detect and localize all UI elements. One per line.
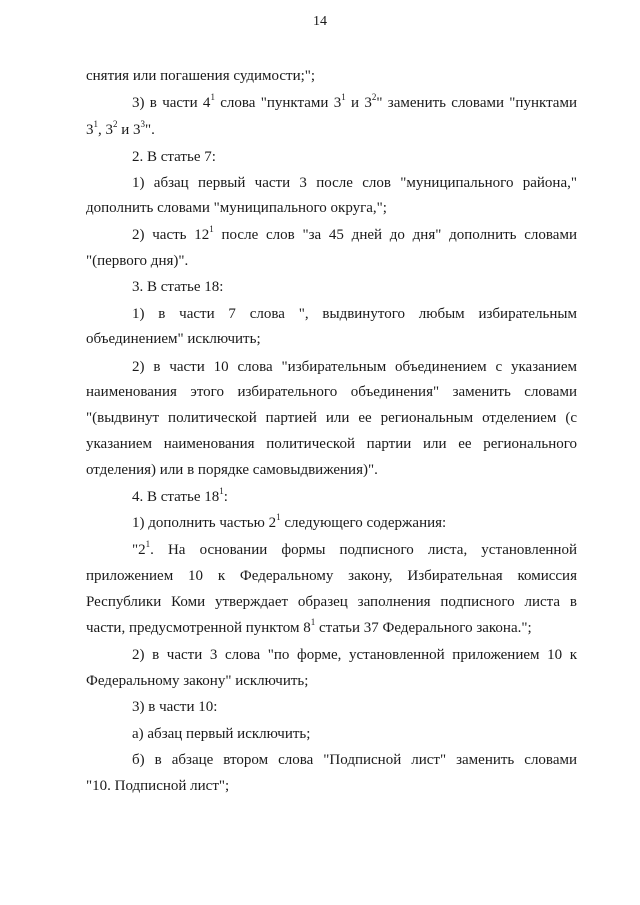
text-line: снятия или погашения судимости;";: [86, 68, 316, 84]
text-line: Федеральному закону" исключить;: [86, 673, 309, 689]
section-heading: 2. В статье 7:: [132, 149, 216, 165]
text-line: "(выдвинут политической партией или ее региональным отделением (с: [86, 410, 577, 426]
superscript: 1: [276, 512, 281, 522]
superscript: 1: [210, 92, 215, 102]
text-line: наименования этого избирательного объединения" заменить словами: [86, 384, 577, 400]
text-line: "10. Подписной лист";: [86, 778, 230, 794]
text-line: дополнить словами "муниципального округа,";: [86, 200, 387, 216]
text-line: б) в абзаце втором слова "Подписной лист" заменить словами: [132, 752, 577, 768]
text-line: 2) часть $12^1$ после слов "за 45 дней до дня" дополнить словами: [132, 224, 577, 243]
text-line: "$2^1$. На основании формы подписного листа, установленной: [132, 539, 577, 558]
superscript: 1: [93, 119, 98, 129]
superscript: 1: [219, 486, 224, 496]
text-line: объединением" исключить;: [86, 331, 261, 347]
text-line: Республики Коми утверждает образец заполнения подписного листа в: [86, 594, 577, 610]
text-line: отделения) или в порядке самовыдвижения)".: [86, 462, 378, 478]
text-line: 2) в части 10 слова "избирательным объединением с указанием: [132, 359, 577, 375]
text-line: 1) дополнить частью $2^1$ следующего содержания:: [132, 512, 447, 531]
superscript: 3: [140, 119, 146, 129]
superscript: 2: [371, 92, 377, 102]
superscript: 1: [310, 617, 316, 627]
section-heading: 4. В статье $18^1$:: [132, 486, 228, 505]
text-line: 1) в части 7 слова ", выдвинутого любым избирательным: [132, 306, 577, 322]
text-line: приложением 10 к Федеральному закону, Избирательная комиссия: [86, 568, 577, 584]
text-line: а) абзац первый исключить;: [132, 726, 311, 742]
text-line: указанием наименования политической партии или ее регионального: [86, 436, 577, 452]
page-number: 14: [313, 14, 327, 29]
section-heading: 3. В статье 18:: [132, 279, 224, 295]
text-line: 3) в части 10:: [132, 699, 218, 715]
text-line: части, предусмотренной пунктом $8^1$ статьи 37 Федерального закона.";: [86, 617, 532, 636]
text-line: 2) в части 3 слова "по форме, установленной приложением 10 к: [132, 647, 577, 663]
text-line: 1) абзац первый части 3 после слов "муниципального района,": [132, 175, 577, 191]
superscript: 1: [341, 92, 346, 102]
superscript: 2: [113, 119, 118, 129]
superscript: 1: [145, 539, 151, 549]
text-line: $3^1$, $3^2$ и $3^3$".: [86, 119, 155, 138]
text-line: 3) в части $4^1$ слова "пунктами $3^1$ и $3^2$" заменить словами "пунктами: [132, 92, 577, 111]
superscript: 1: [209, 224, 214, 234]
text-line: "(первого дня)".: [86, 253, 189, 269]
